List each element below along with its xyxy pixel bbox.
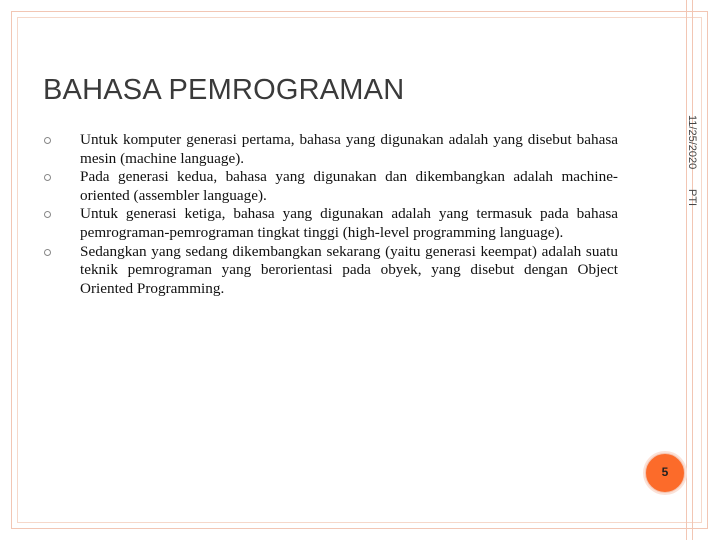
page-number-badge bbox=[645, 453, 685, 493]
bullet-item bbox=[43, 243, 618, 299]
bullet-circle-icon bbox=[44, 174, 51, 181]
bullet-item bbox=[43, 168, 618, 205]
decorative-line bbox=[692, 0, 693, 540]
bullet-item bbox=[43, 131, 618, 168]
bullet-circle-icon bbox=[44, 249, 51, 256]
bullet-circle-icon bbox=[44, 211, 51, 218]
side-info bbox=[666, 115, 698, 215]
bullet-text: Sedangkan yang sedang dikembangkan sekarang (yaitu generasi keempat) adalah suatu teknik pemrograman yang berorientasi pada obyek, yang disebut dengan Object Oriented Programming. bbox=[80, 242, 618, 297]
bullet-text: Untuk generasi ketiga, bahasa yang digunakan adalah yang termasuk pada bahasa pemrograman-pemrograman tingkat tinggi (high-level programming language). bbox=[80, 205, 618, 241]
slide-date: 11/25/2020 bbox=[686, 115, 698, 170]
page-number: 5 bbox=[661, 465, 669, 479]
bullet-text: Untuk komputer generasi pertama, bahasa yang digunakan adalah yang disebut bahasa mesin (machine language). bbox=[80, 131, 618, 167]
bullet-item bbox=[43, 205, 618, 242]
slide-footer: PTI bbox=[686, 189, 698, 207]
slide-title: BAHASA PEMROGRAMAN bbox=[43, 74, 405, 106]
bullet-circle-icon bbox=[44, 137, 51, 144]
bullet-text: Pada generasi kedua, bahasa yang digunakan dan dikembangkan adalah machine-oriented (assembler language). bbox=[80, 168, 618, 204]
decorative-line bbox=[686, 0, 687, 540]
bullet-list bbox=[43, 131, 618, 298]
